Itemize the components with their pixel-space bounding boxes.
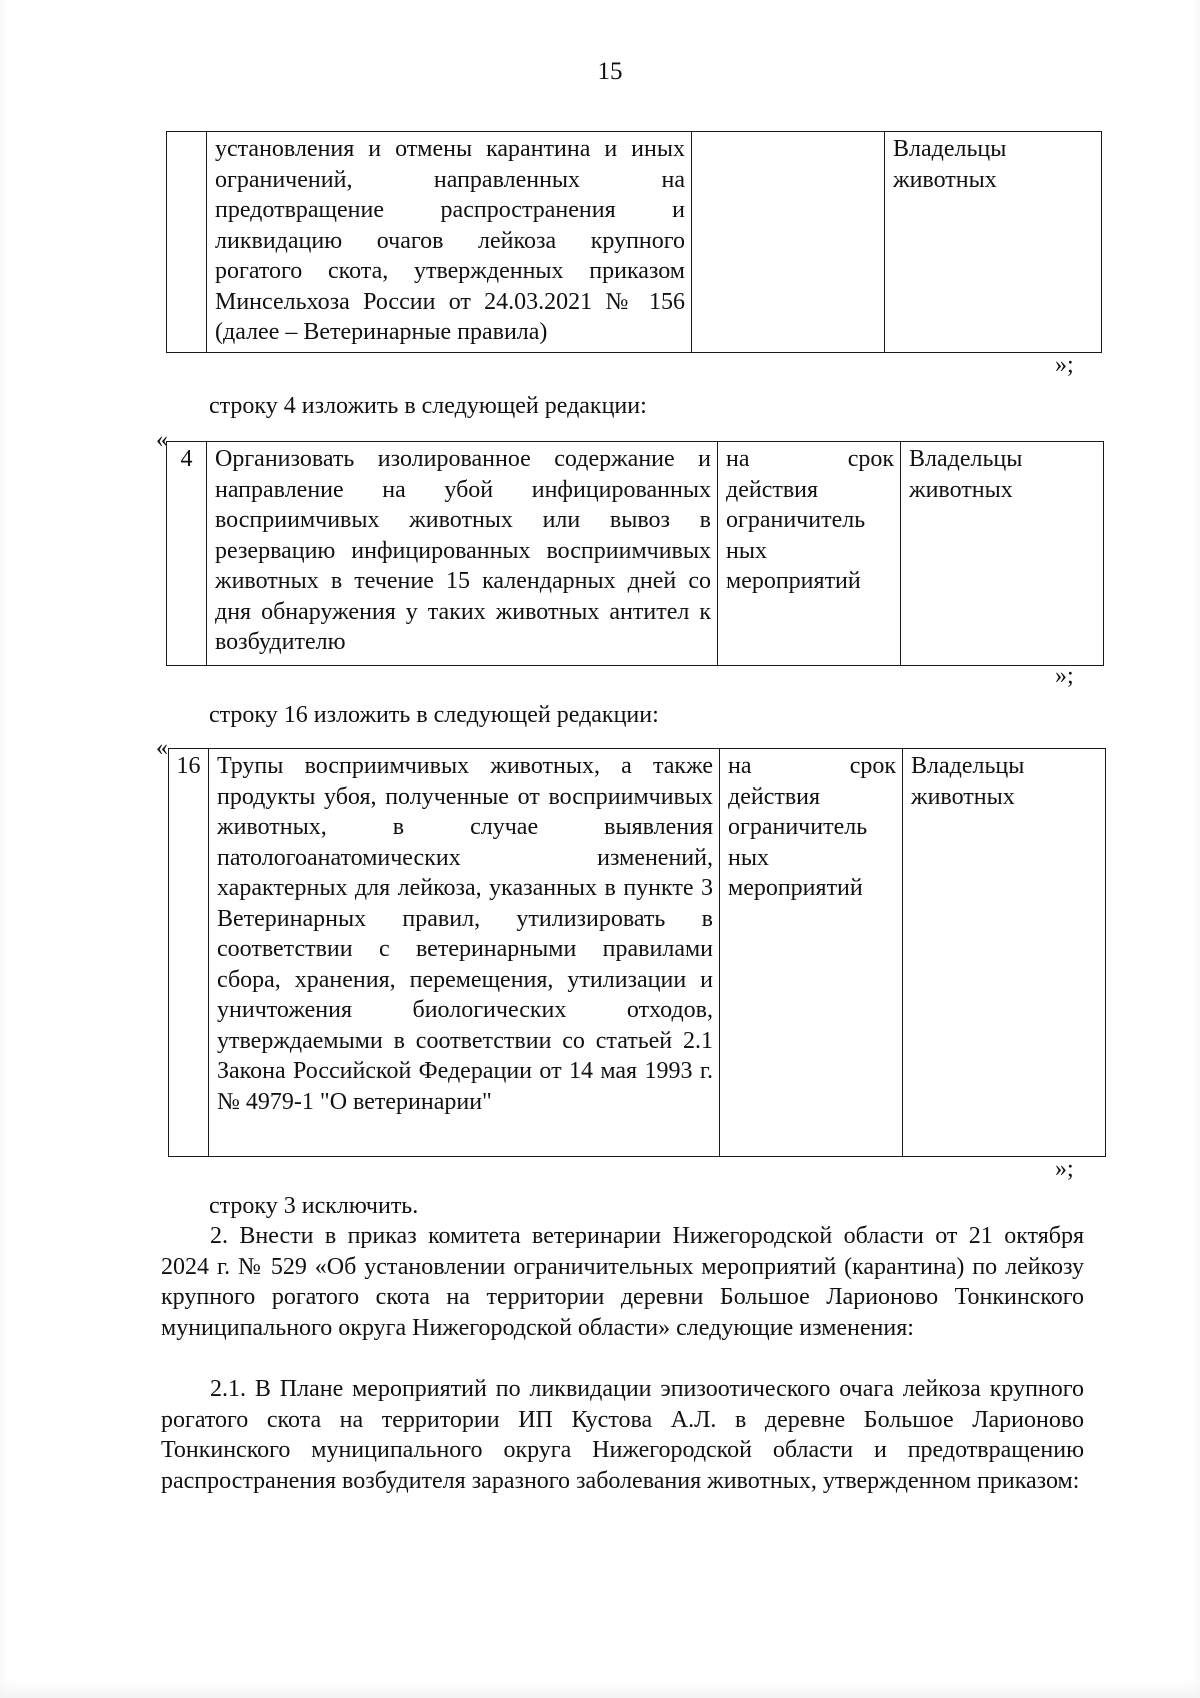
closing-quote: »; — [1055, 663, 1074, 689]
plan-table-fragment — [166, 131, 1102, 353]
instruction-row-3: строку 3 исключить. — [209, 1193, 419, 1219]
measure-text-cell: установления и отмены карантина и иных ограничений, направленных на предотвращение распространения и ликвидацию очагов лейкоза крупного рогатого скота, утвержденных приказом Минсельхоза России от 24.03.2021 № 156 (далее – Ветеринарные правила) — [207, 132, 692, 353]
row-4-table — [166, 441, 1104, 666]
term-cell — [692, 132, 885, 353]
instruction-row-16: строку 16 изложить в следующей редакции: — [209, 702, 659, 728]
row-number-cell: 16 — [169, 749, 209, 1157]
table-row — [169, 749, 1106, 1157]
measure-text-cell: Трупы восприимчивых животных, а также продукты убоя, полученные от восприимчивых животных, в случае выявления патологоанатомических изменений, характерных для лейкоза, указанных в пункте 3 Ветеринарных правил, утилизировать в соответствии с ветеринарными правилами сбора, хранения, перемещения, утилизации и уничтожения биологических отходов, утверждаемыми в соответствии со статьей 2.1 Закона Российской Федерации от 14 мая 1993 г. № 4979-1 "О ветеринарии" — [209, 749, 720, 1157]
term-rest: действия ограничитель ных мероприятий — [728, 783, 868, 901]
paragraph-2: 2. Внести в приказ комитета ветеринарии Нижегородской области от 21 октября 2024 г. № 529 «Об установлении ограничительных мероприятий (карантина) по лейкозу крупного рогатого скота на территории деревни Большое Ларионово Тонкинского муниципального округа Нижегородской области» следующие изменения: — [161, 1223, 1084, 1341]
paragraph-2-1: 2.1. В Плане мероприятий по ликвидации эпизоотического очага лейкоза крупного рогатого скота на территории ИП Кустова А.Л. в деревне Большое Ларионово Тонкинского муниципального округа Нижегородской области и предотвращению распространения возбудителя заразного заболевания животных, утвержденном приказом: — [161, 1376, 1084, 1494]
page-number: 15 — [597, 58, 623, 85]
term-word-srok: срок — [849, 753, 896, 779]
term-word-srok: срок — [847, 446, 894, 472]
term-first-line — [728, 751, 896, 782]
responsible-cell: Владельцы животных — [885, 132, 1102, 353]
row-number-cell: 4 — [167, 442, 207, 666]
table-row — [167, 132, 1102, 353]
table-row — [167, 442, 1104, 666]
instruction-row-4: строку 4 изложить в следующей редакции: — [209, 393, 647, 419]
term-first-line — [726, 444, 894, 475]
measure-text-cell: Организовать изолированное содержание и направление на убой инфицированных восприимчивых животных или вывоз в резервацию инфицированных восприимчивых животных в течение 15 календарных дней со дня обнаружения у таких животных антител к возбудителю — [207, 442, 718, 666]
responsible-cell: Владельцы животных — [903, 749, 1106, 1157]
closing-quote: »; — [1055, 352, 1074, 378]
term-word-na: на — [726, 446, 750, 472]
term-word-na: на — [728, 753, 752, 779]
closing-quote: »; — [1055, 1156, 1074, 1182]
opening-quote: « — [156, 735, 168, 761]
row-16-table — [168, 748, 1106, 1157]
term-cell — [720, 749, 903, 1157]
row-number-cell — [167, 132, 207, 353]
responsible-cell: Владельцы животных — [901, 442, 1104, 666]
term-cell — [718, 442, 901, 666]
opening-quote: « — [156, 427, 168, 453]
term-rest: действия ограничитель ных мероприятий — [726, 476, 866, 594]
